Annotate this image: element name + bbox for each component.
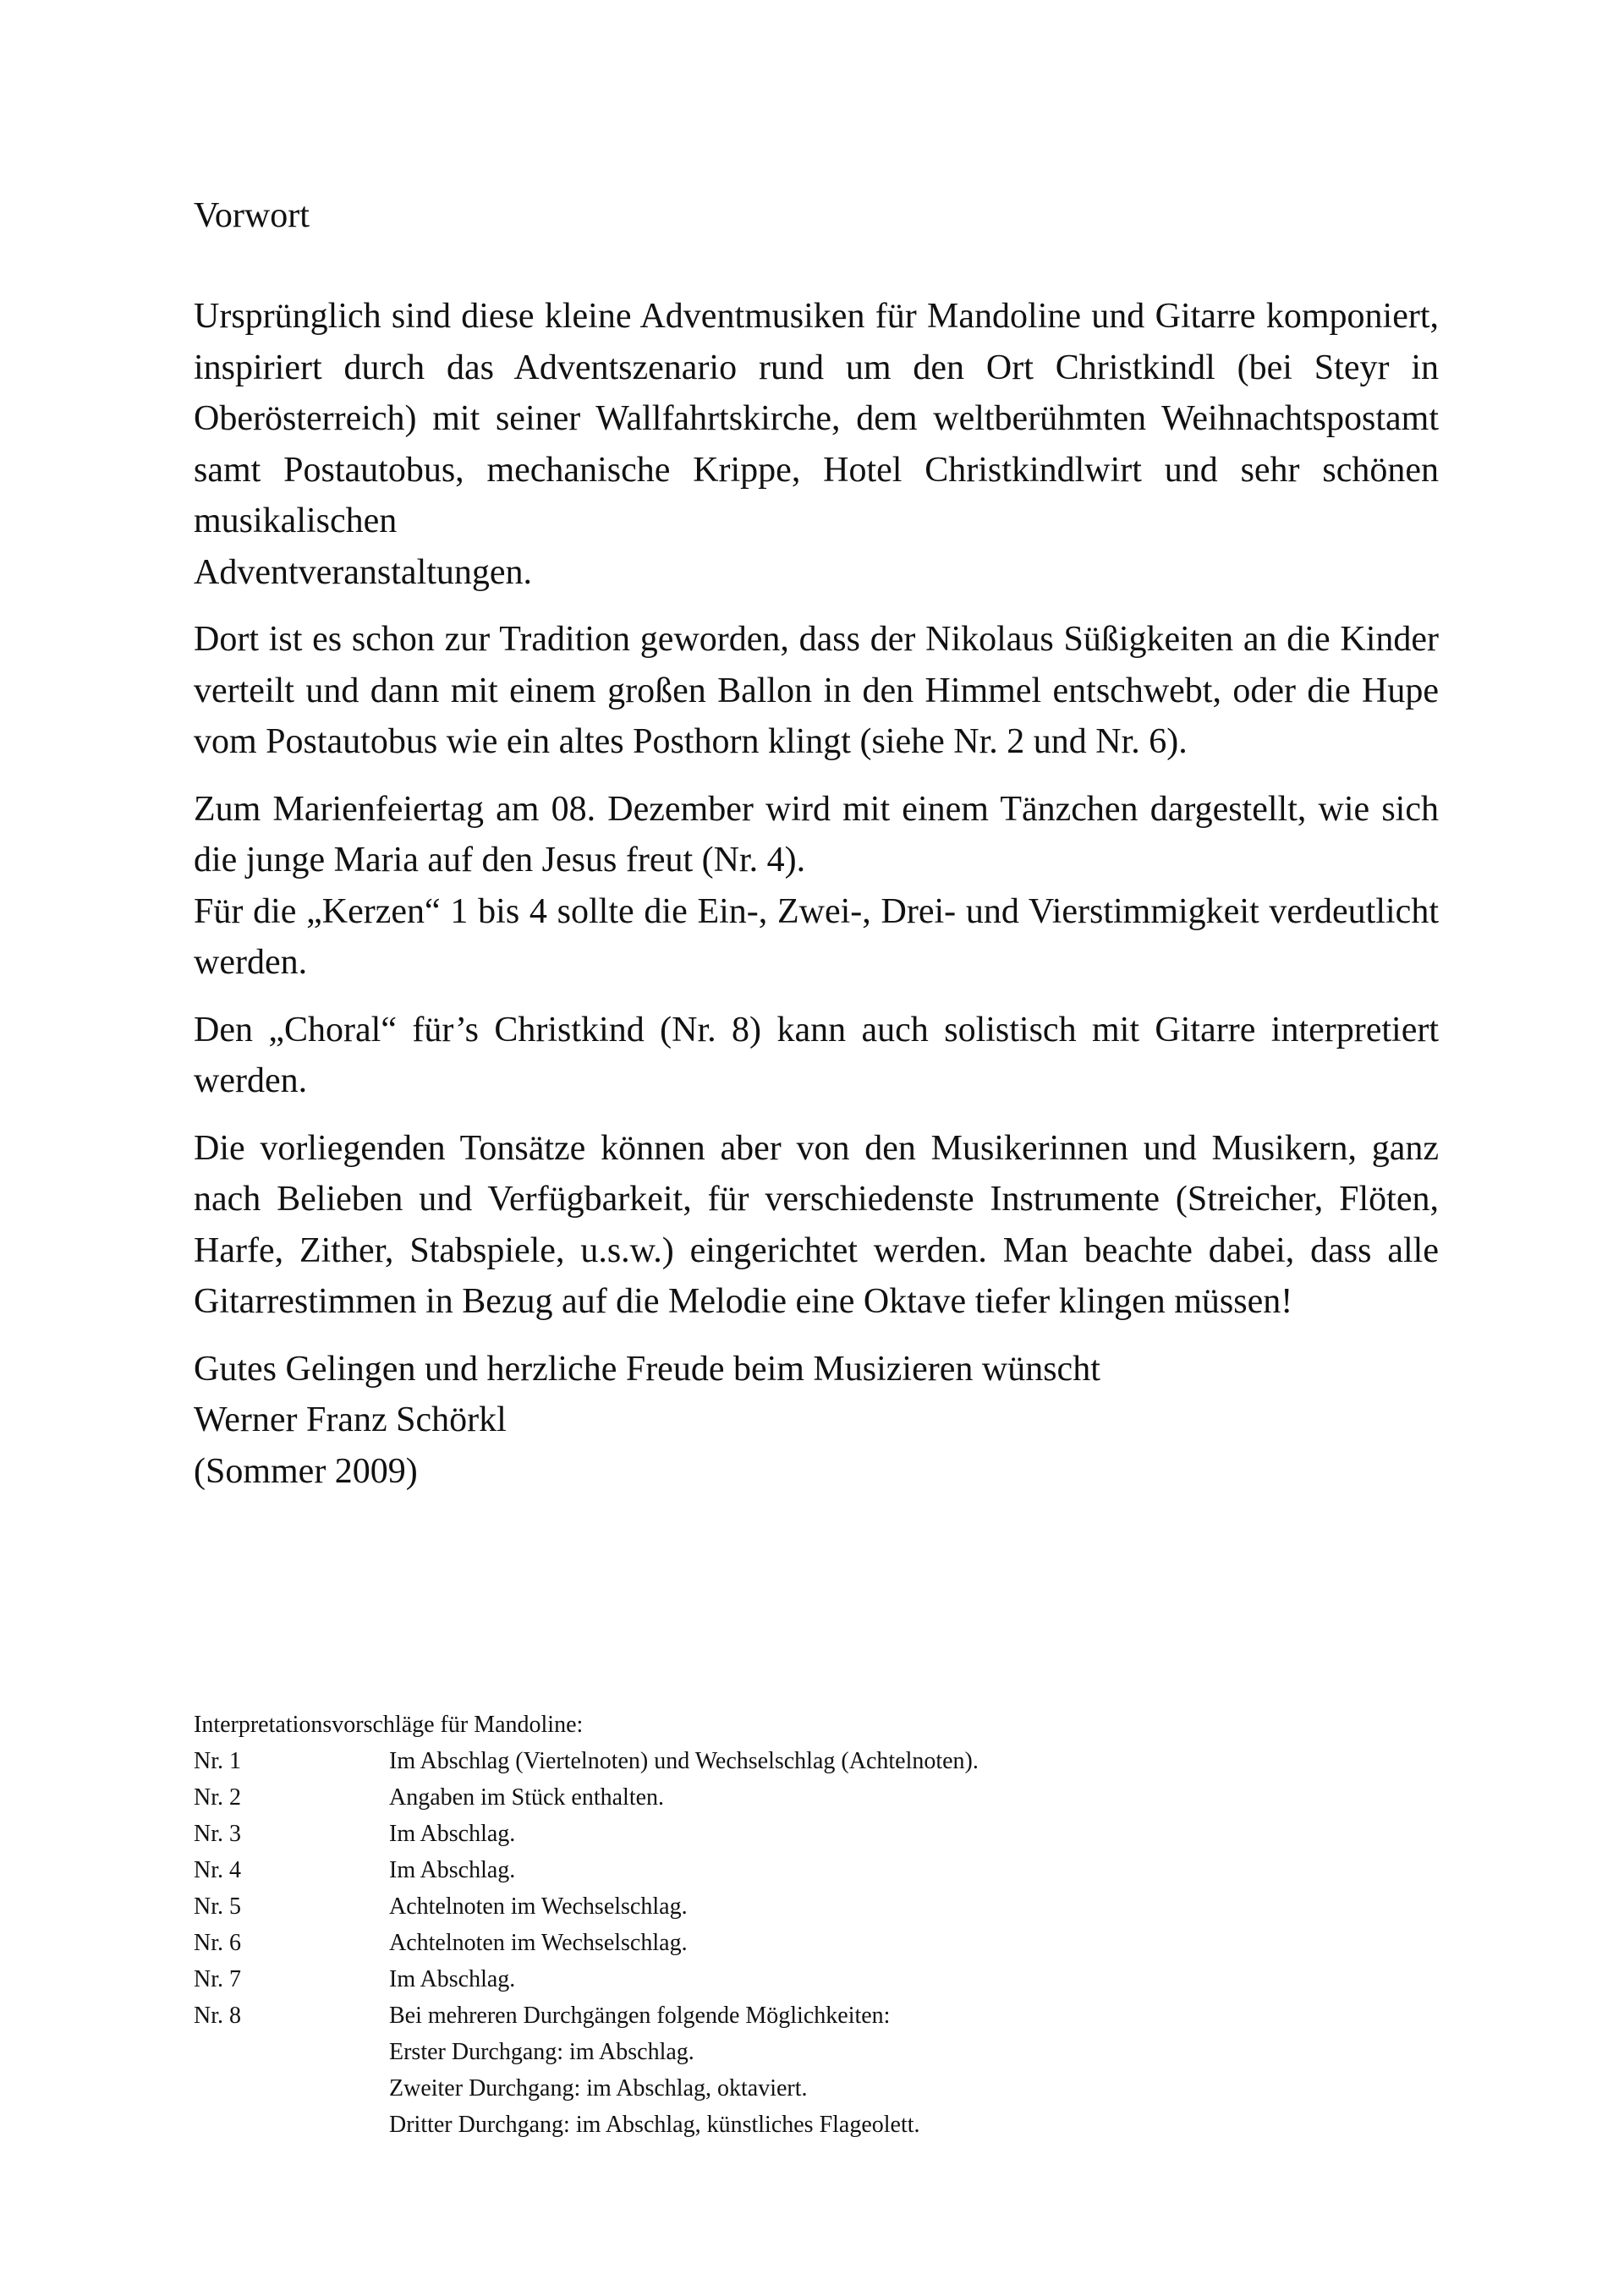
notes-title: Interpretationsvorschläge für Mandoline:	[194, 1712, 584, 1738]
note-row	[194, 1961, 979, 1997]
author-name: Werner Franz Schörkl	[194, 1400, 507, 1439]
note-row	[194, 1888, 979, 1925]
note-text: Achtelnoten im Wechselschlag.	[389, 1893, 688, 1920]
note-continuation: Dritter Durchgang: im Abschlag, künstliches Flageolett.	[389, 2112, 920, 2138]
note-row	[194, 1925, 979, 1961]
note-number: Nr. 5	[194, 1893, 241, 1920]
paragraph-tradition: Dort ist es schon zur Tradition geworden, dass der Nikolaus Süßigkeiten an die Kinder verteilt und dann mit einem großen Ballon in den Himmel entschwebt, oder die Hupe vom Postautobus wie ein altes Posthorn klingt (siehe Nr. 2 und Nr. 6).	[194, 620, 1439, 761]
note-number: Nr. 7	[194, 1966, 241, 1992]
note-continuation: Erster Durchgang: im Abschlag.	[389, 2039, 694, 2065]
paragraph-tonsaetze: Die vorliegenden Tonsätze können aber von den Musikerinnen und Musikern, ganz nach Belieben und Verfügbarkeit, für verschiedenste Instrumente (Streicher, Flöten, Harfe, Zither, Stabspiele, u.s.w.) eingerichtet werden. Man beachte dabei, dass alle Gitarrestimmen in Bezug auf die Melodie eine Oktave tiefer klingen müssen!	[194, 1128, 1439, 1321]
paragraph-marienfeiertag: Zum Marienfeiertag am 08. Dezember wird mit einem Tänzchen dargestellt, wie sich die junge Maria auf den Jesus freut (Nr. 4).	[194, 789, 1439, 879]
paragraph-kerzen: Für die „Kerzen“ 1 bis 4 sollte die Ein-, Zwei-, Drei- und Vierstimmigkeit verdeutlicht werden.	[194, 891, 1439, 982]
paragraph-intro-end: Adventveranstaltungen.	[194, 552, 533, 592]
note-continuation: Zweiter Durchgang: im Abschlag, oktaviert.	[389, 2075, 808, 2101]
note-text: Achtelnoten im Wechselschlag.	[389, 1930, 688, 1956]
date-line: (Sommer 2009)	[194, 1451, 418, 1491]
closing-greeting: Gutes Gelingen und herzliche Freude beim Musizieren wünscht	[194, 1349, 1100, 1389]
note-text: Im Abschlag.	[389, 1857, 516, 1883]
note-number: Nr. 4	[194, 1857, 241, 1883]
note-row	[194, 1852, 979, 1888]
closing-block	[194, 1344, 1439, 1498]
note-row	[194, 1779, 979, 1816]
note-text: Im Abschlag.	[389, 1821, 516, 1847]
note-row	[194, 1743, 979, 1779]
note-text: Im Abschlag.	[389, 1966, 516, 1992]
note-number: Nr. 3	[194, 1821, 241, 1847]
note-row	[194, 1997, 979, 2034]
note-row	[194, 1816, 979, 1852]
note-text: Im Abschlag (Viertelnoten) und Wechselschlag (Achtelnoten).	[389, 1748, 979, 1774]
note-text: Angaben im Stück enthalten.	[389, 1784, 665, 1811]
page-title: Vorwort	[194, 196, 310, 235]
note-number: Nr. 1	[194, 1748, 241, 1774]
body-text	[194, 291, 1439, 1497]
note-number: Nr. 6	[194, 1930, 241, 1956]
interpretation-notes	[194, 1707, 979, 2143]
note-number: Nr. 2	[194, 1784, 241, 1811]
note-number: Nr. 8	[194, 2003, 241, 2029]
paragraph-choral: Den „Choral“ für’s Christkind (Nr. 8) kann auch solistisch mit Gitarre interpretiert werden.	[194, 1010, 1439, 1100]
paragraph-intro: Ursprünglich sind diese kleine Adventmusiken für Mandoline und Gitarre komponiert, inspiriert durch das Adventszenario rund um den Ort Christkindl (bei Steyr in Oberösterreich) mit seiner Wallfahrtskirche, dem weltberühmten Weihnachtspostamt samt Postautobus, mechanische Krippe, Hotel Christkindlwirt und sehr schönen musikalischen	[194, 297, 1439, 540]
note-text: Bei mehreren Durchgängen folgende Möglichkeiten:	[389, 2003, 891, 2029]
